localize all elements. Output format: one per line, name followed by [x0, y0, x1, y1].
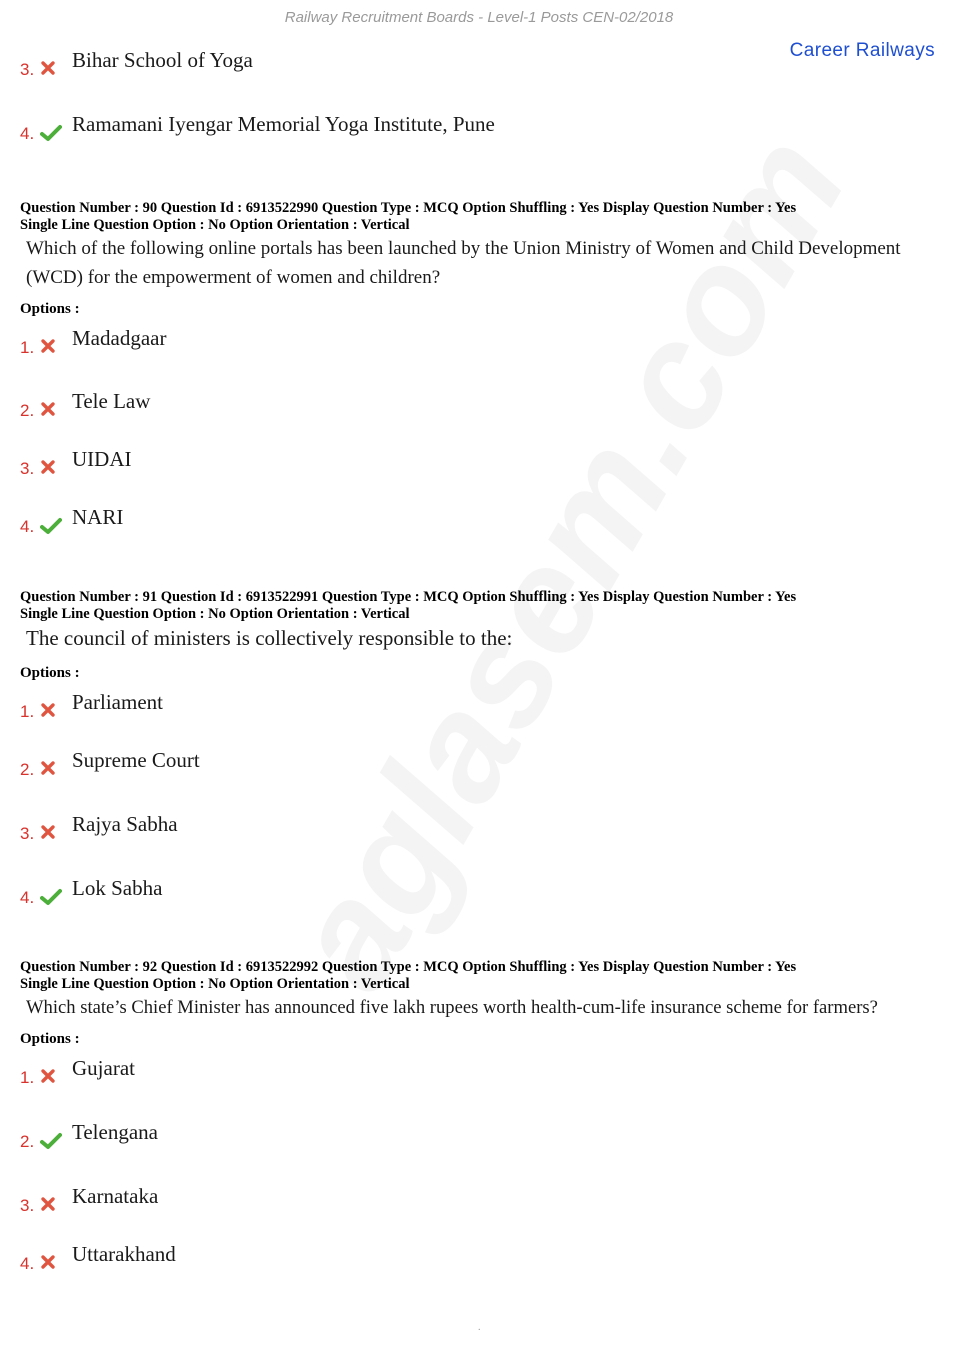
question-91-meta	[20, 589, 940, 622]
question-92-text: Which state’s Chief Minister has announced five lakh rupees worth health-cum-life insurance scheme for farmers?	[26, 997, 878, 1018]
wrong-cross-icon	[40, 1196, 62, 1214]
option-text: Rajya Sabha	[72, 812, 178, 836]
wrong-cross-icon	[40, 459, 62, 477]
option-text: Supreme Court	[72, 748, 200, 772]
option-text: Telengana	[72, 1120, 158, 1144]
wrong-cross-icon	[40, 760, 62, 778]
option-text: Lok Sabha	[72, 876, 163, 900]
footer-dot: .	[478, 1322, 481, 1333]
brand-link[interactable]: Career Railways	[789, 40, 935, 61]
option-text: Uttarakhand	[72, 1242, 176, 1266]
option-number: 1.	[20, 338, 35, 357]
option-number: 2.	[20, 401, 35, 420]
option-number: 4.	[20, 888, 35, 907]
correct-check-icon	[40, 517, 62, 535]
option-number: 1.	[20, 702, 35, 721]
option-number: 3.	[20, 459, 35, 478]
meta-line-1: Question Number : 92 Question Id : 6913522992 Question Type : MCQ Option Shuffling : Yes Display Question Number : Yes	[20, 959, 797, 975]
option-text: Madadgaar	[72, 326, 167, 350]
correct-check-icon	[40, 1132, 62, 1150]
wrong-cross-icon	[40, 824, 62, 842]
question-91-text: The council of ministers is collectively responsible to the:	[26, 626, 513, 650]
option-text: Gujarat	[72, 1056, 135, 1080]
option-text: Karnataka	[72, 1184, 159, 1208]
page-header: Railway Recruitment Boards - Level-1 Posts CEN-02/2018	[284, 9, 674, 26]
question-92-meta	[20, 959, 940, 992]
question-90-text: Which of the following online portals has been launched by the Union Ministry of Women and Child Development (WCD) for the empowerment of women and children?	[26, 238, 901, 288]
option-text: Tele Law	[72, 389, 151, 413]
option-text: UIDAI	[72, 447, 132, 471]
meta-line-1: Question Number : 90 Question Id : 6913522990 Question Type : MCQ Option Shuffling : Yes Display Question Number : Yes	[20, 200, 797, 216]
option-number: 2.	[20, 760, 35, 779]
options-label: Options :	[20, 1031, 80, 1047]
wrong-cross-icon	[40, 338, 62, 356]
option-number: 1.	[20, 1068, 35, 1087]
options-label: Options :	[20, 301, 80, 317]
option-number: 3.	[20, 1196, 35, 1215]
wrong-cross-icon	[40, 401, 62, 419]
option-number: 4.	[20, 517, 35, 536]
option-text: NARI	[72, 505, 124, 529]
wrong-cross-icon	[40, 60, 62, 78]
option-text: Bihar School of Yoga	[72, 48, 253, 72]
option-text: Parliament	[72, 690, 163, 714]
meta-line-2: Single Line Question Option : No Option Orientation : Vertical	[20, 975, 410, 992]
options-label: Options :	[20, 665, 80, 681]
wrong-cross-icon	[40, 702, 62, 720]
option-text: Ramamani Iyengar Memorial Yoga Institute, Pune	[72, 112, 495, 136]
correct-check-icon	[40, 888, 62, 906]
option-number: 4.	[20, 124, 35, 143]
meta-line-2: Single Line Question Option : No Option Orientation : Vertical	[20, 605, 410, 622]
wrong-cross-icon	[40, 1254, 62, 1272]
option-number: 3.	[20, 60, 35, 79]
meta-line-2: Single Line Question Option : No Option Orientation : Vertical	[20, 216, 410, 233]
option-number: 4.	[20, 1254, 35, 1273]
option-number: 3.	[20, 824, 35, 843]
wrong-cross-icon	[40, 1068, 62, 1086]
meta-line-1: Question Number : 91 Question Id : 6913522991 Question Type : MCQ Option Shuffling : Yes Display Question Number : Yes	[20, 589, 797, 605]
option-number: 2.	[20, 1132, 35, 1151]
question-90-meta	[20, 200, 940, 233]
correct-check-icon	[40, 124, 62, 142]
